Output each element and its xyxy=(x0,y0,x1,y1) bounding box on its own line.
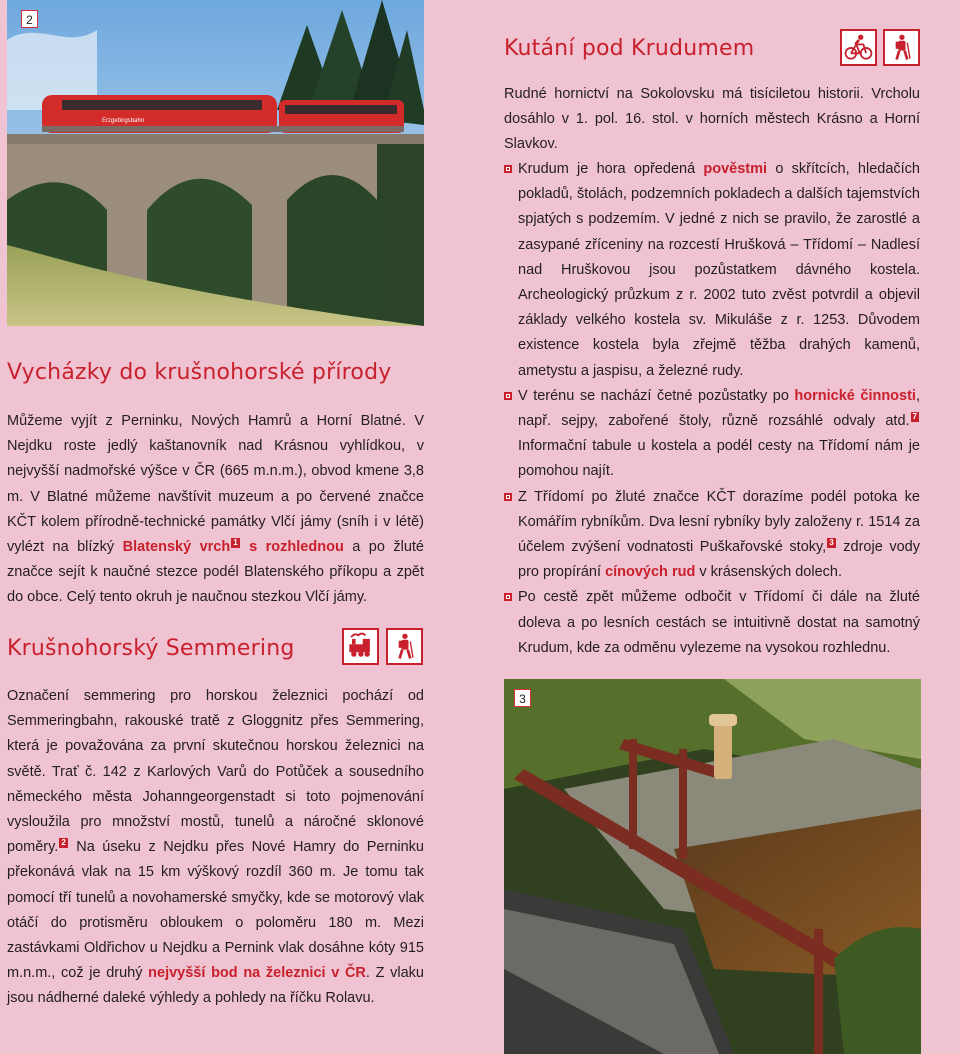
pond-sluice-photo xyxy=(504,679,921,1054)
highlight-nejvyssi-bod: nejvyšší bod na železnici v ČR xyxy=(148,965,366,982)
highlight-povesti: pověstmi xyxy=(703,161,768,177)
section-intro-kutani: Rudné hornictví na Sokolovsku má tisíciletou historii. Vrcholu dosáhlo v 1. pol. 16. stol. v horních městech Krásno a Horní Slavkov. xyxy=(504,86,920,153)
photo-reference-badge: 3 xyxy=(829,538,834,548)
photo-reference-badge: 2 xyxy=(61,838,66,848)
bullet-list-kutani xyxy=(504,157,920,661)
text-segment: zdroje vody pro propírání xyxy=(518,539,920,581)
steam-train-icon xyxy=(342,628,379,665)
text-segment: Po cestě zpět můžeme odbočit v Třídomí či dále na žluté doleva a po lesních cestách se intuitivně dostat na samotný Krudum, kde za odměnu vylezeme na vysokou rozhlednu. xyxy=(518,589,920,656)
text-segment: o skřítcích, hledačích pokladů, štolách, podzemních pokladech a dalších tajemstvích spjatých s podzemím. V jedné z nich se pravilo, že zarostlé a zasypané zříceniny na rozcestí Hrušková – Třídomí – Nadlesí nad Hruškovou jsou pozůstatkem dávného kostela. Archeologický průzkum z r. 2002 tuto zvěst potvrdil a objevil základy velkého kostela sv. Mikuláše z r. 1253. Důvodem existence kostela byla zřejmě těžba drahých kamenů, ametystu a jaspisu, a železné rudy. xyxy=(518,161,920,379)
list-item xyxy=(504,157,920,384)
text-segment: V terénu se nachází četné pozůstatky po xyxy=(518,387,795,404)
pond-sluice-illustration xyxy=(504,679,921,1054)
photo-reference-badge: 1 xyxy=(233,538,238,548)
section-heading-kutani: Kutání pod Krudumem xyxy=(504,36,755,61)
text-segment: a po žluté značce sejít k naučné stezce podél Blatenského příkopu a zpět do obce. Celý tento okruh je naučnou stezkou Vlčí jámy. xyxy=(7,539,424,606)
text-segment: v krásenských dolech. xyxy=(695,564,842,581)
text-segment: Krudum je hora opředená xyxy=(518,161,704,177)
train-viaduct-photo xyxy=(7,0,424,326)
train-sign-text: Erzgebirgsbahn xyxy=(102,118,145,124)
bullet-square-icon xyxy=(504,392,512,400)
train-viaduct-illustration xyxy=(7,0,424,326)
section-heading-semmering: Krušnohorský Semmering xyxy=(7,636,295,661)
photo-number-badge: 3 xyxy=(514,689,531,707)
hiker-icon xyxy=(883,29,920,66)
text-segment: , např. sejpy, zabořené štoly, různě rozsáhlé odvaly atd. xyxy=(518,387,920,430)
bullet-square-icon xyxy=(504,593,512,601)
list-item xyxy=(504,485,920,586)
photo-reference-badge: 7 xyxy=(912,412,917,422)
photo-number-badge: 2 xyxy=(21,10,38,28)
text-segment: Na úseku z Nejdku přes Nové Hamry do Perninku překonává vlak na 15 km výškový rozdíl 360 m. Je tomu tak pomocí tří tunelů a novohamerské smyčky, kde se motorový vlak otáčí do protisměru obloukem o poloměru 180 m. Mezi zastávkami Oldřichov u Nejdku a Pernink vlak dosáhne kóty 915 m.n.m., což je druhý xyxy=(7,839,424,982)
highlight-cinove-rudy: cínových rud xyxy=(605,564,696,581)
cyclist-icon xyxy=(840,29,877,66)
list-item xyxy=(504,384,920,485)
section-text-vychazky xyxy=(7,409,424,611)
text-segment: Můžeme vyjít z Perninku, Nových Hamrů a Horní Blatné. V Nejdku roste jedlý kaštanovník nad Krásnou vyhlídkou, v nejvyšší nadmořské výšce v ČR (665 m.n.m.), obvod kmene 3,8 m. V Blatné můžeme navštívit muzeum a po červené značce KČT kolem přírodně-technické památky Vlčí jámy (sníh i v létě) vylézt na blízký xyxy=(7,413,424,556)
bullet-square-icon xyxy=(504,165,512,173)
highlight-hornicke-cinnosti: hornické činnosti xyxy=(794,387,916,404)
text-segment: Z Třídomí po žluté značce KČT dorazíme podél potoka ke Komářím rybníkům. Dva lesní rybníky byly založeny r. 1514 za účelem zvýšení vodnatosti Puškařovské stoky, xyxy=(518,488,920,556)
list-item xyxy=(504,585,920,661)
section-heading-vychazky: Vycházky do krušnohorské přírody xyxy=(7,360,392,385)
highlight-rozhledna: s rozhlednou xyxy=(240,539,344,556)
hiker-icon xyxy=(386,628,423,665)
highlight-blatensky-vrch: Blatenský vrch xyxy=(122,539,231,556)
section-text-semmering xyxy=(7,684,424,1012)
text-segment: Označení semmering pro horskou železnici pochází od Semmeringbahn, rakouské tratě z Gloggnitz přes Semmering, která je považována za první skutečnou horskou železnici na světě. Trať č. 142 z Karlových Varů do Potůček a sousedního německého města Johanngeorgenstadt si toto pojmenování vysloužila pro množství mostů, tunelů a náročné sklonové poměry. xyxy=(7,688,424,856)
bullet-square-icon xyxy=(504,493,512,501)
text-segment: Informační tabule u kostela a podél cesty na Třídomí nám je pomohou najít. xyxy=(518,438,920,480)
text-segment: . Z vlaku jsou nádherné daleké výhledy a pohledy na říčku Rolavu. xyxy=(7,965,424,1007)
